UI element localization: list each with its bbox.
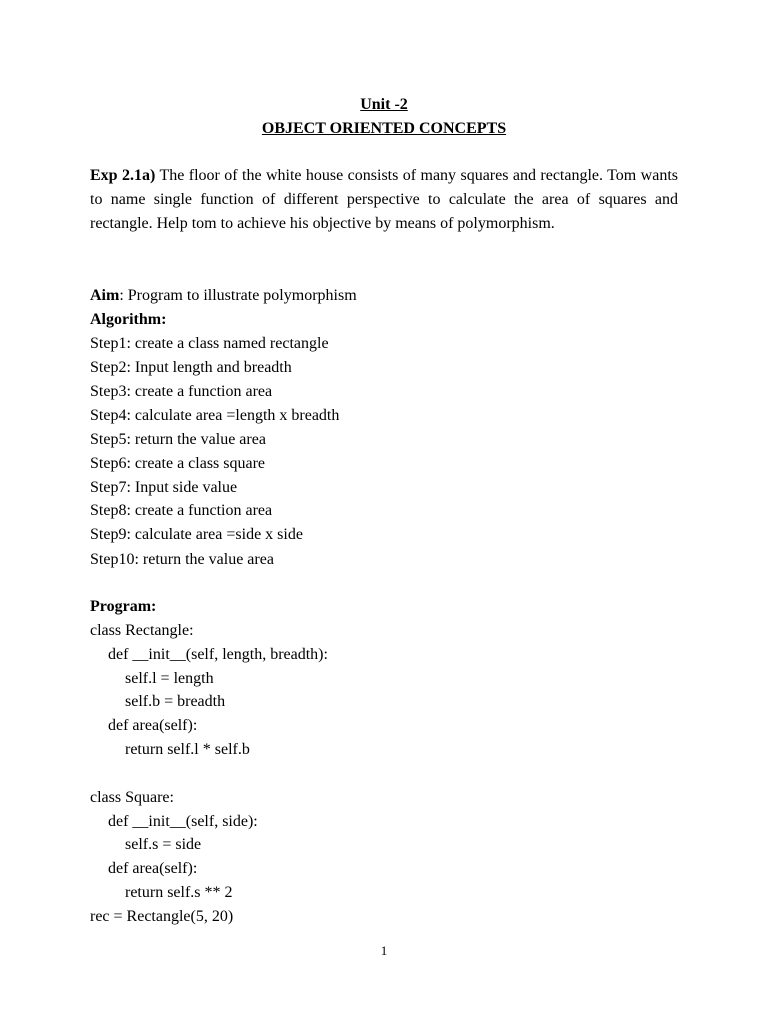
exp-paragraph [90, 164, 678, 236]
algorithm-step: Step8: create a function area [90, 502, 273, 519]
algorithm-step: Step5: return the value area [90, 431, 266, 448]
aim-text: : Program to illustrate polymorphism [119, 287, 357, 304]
algorithm-step: Step2: Input length and breadth [90, 359, 292, 376]
algorithm-step: Step4: calculate area =length x breadth [90, 407, 340, 424]
code-line: rec = Rectangle(5, 20) [90, 908, 234, 925]
algorithm-heading: Algorithm: [90, 311, 167, 328]
code-line: return self.l * self.b [125, 741, 250, 758]
code-line: self.s = side [125, 836, 202, 853]
aim-label: Aim [90, 287, 120, 304]
exp-label: Exp 2.1a) [90, 167, 156, 184]
algorithm-step: Step9: calculate area =side x side [90, 526, 303, 543]
code-line: def __init__(self, length, breadth): [108, 646, 328, 663]
code-line: def __init__(self, side): [108, 813, 258, 830]
algorithm-step: Step1: create a class named rectangle [90, 335, 329, 352]
code-line: self.l = length [125, 670, 214, 687]
unit-heading: Unit -2 [360, 96, 408, 113]
code-line: class Rectangle: [90, 622, 194, 639]
code-line: return self.s ** 2 [125, 884, 233, 901]
code-line: class Square: [90, 789, 174, 806]
algorithm-step: Step6: create a class square [90, 455, 266, 472]
page-title: OBJECT ORIENTED CONCEPTS [261, 120, 507, 137]
aim-line [90, 286, 357, 306]
algorithm-step: Step7: Input side value [90, 479, 238, 496]
code-line: def area(self): [108, 860, 198, 877]
page-number: 1 [380, 943, 388, 958]
code-line: self.b = breadth [125, 693, 226, 710]
code-line: def area(self): [108, 717, 198, 734]
algorithm-step: Step10: return the value area [90, 551, 274, 568]
algorithm-step: Step3: create a function area [90, 383, 273, 400]
program-heading: Program: [90, 598, 157, 615]
exp-text: The floor of the white house consists of many squares and rectangle. Tom wants to name single function of different perspective to calculate the area of squares and rectangle. Help tom to achieve his objective by means of polymorphism. [90, 167, 678, 232]
